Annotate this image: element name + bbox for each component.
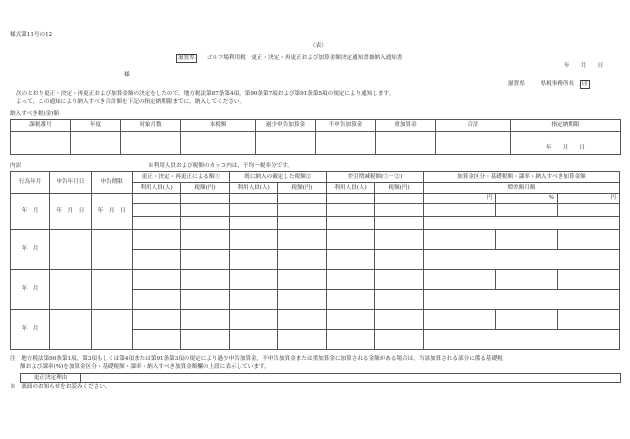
pay-cell — [436, 132, 511, 155]
h-group-3: 差引増減税額(①－②) — [326, 172, 423, 183]
unit-yen: 円 — [557, 194, 619, 204]
h-group-2: 既に納入の確定した税額② — [229, 172, 326, 183]
form-number: 様式第11号の12 — [10, 32, 53, 38]
h-group-1: 更正・決定・再更正による額① — [132, 172, 229, 183]
pay-cell — [256, 132, 316, 155]
h-filing-date: 申告年月日 — [50, 172, 91, 194]
issue-date: 年 月 日 — [564, 63, 604, 69]
pay-section-label: 納入すべき税(金)額 — [10, 111, 60, 117]
h-filing-deadline: 申告期限 — [91, 172, 132, 194]
doc-title: ゴルフ場利用税 更正・決定・再更正および加算金額決定通知書兼納入通知書 — [206, 55, 403, 61]
pay-header: 課税番号 — [11, 120, 71, 132]
issuer-office: 県税事務所長 — [540, 81, 575, 87]
h-tax: 税額(円) — [181, 183, 230, 194]
reason-table — [20, 373, 621, 383]
h-persons: 利用人員(人) — [229, 183, 278, 194]
detail-note: ※利用人員および税額のカッコ内は，不均一税率分です。 — [148, 163, 293, 169]
reason-value — [81, 374, 621, 383]
pay-cell — [121, 132, 181, 155]
prefecture-box: 滋賀県 — [178, 55, 195, 61]
intro-line-2: よって，この通知により納入すべき合計額を下記の指定納期限までに，納入してください。 — [16, 99, 246, 105]
issuer — [508, 80, 590, 89]
pay-cell — [376, 132, 436, 155]
h-persons: 利用人員(人) — [326, 183, 375, 194]
pay-cell — [71, 132, 121, 155]
issuer-pref: 滋賀県 — [508, 81, 525, 87]
h-diff-month: 増差額月額 — [423, 183, 619, 194]
pay-header: 不申告加算金 — [316, 120, 376, 132]
pay-header: 合計 — [436, 120, 511, 132]
h-group-4: 加算金区分・基礎税額・課率・納入すべき加算金額 — [423, 172, 619, 183]
footnote-line-2: 額および課率(%)を加算金区分・基礎税額・課率・納入すべき加算金額欄の上段に表示しています。 — [20, 364, 270, 370]
unit-pct: % — [496, 194, 558, 204]
filing-date-cell — [50, 270, 91, 310]
pay-header: 指定納期限 — [511, 120, 621, 132]
deadline-cell — [91, 230, 132, 270]
pay-cell — [316, 132, 376, 155]
deadline-cell — [91, 310, 132, 350]
pay-header: 対象月数 — [121, 120, 181, 132]
deadline-cell — [91, 270, 132, 310]
detail-table — [10, 171, 620, 350]
h-tax: 税額(円) — [278, 183, 327, 194]
filing-date-cell — [50, 230, 91, 270]
period-cell: 年 月 — [11, 230, 50, 270]
pay-table — [10, 119, 621, 155]
pay-header: 年度 — [71, 120, 121, 132]
filing-date-cell: 年 月 日 — [50, 194, 91, 230]
pay-header: 本税額 — [181, 120, 256, 132]
pay-cell — [11, 132, 71, 155]
side-label: （表） — [310, 43, 327, 49]
period-cell: 年 月 — [11, 194, 50, 230]
filing-date-cell — [50, 310, 91, 350]
detail-label: 内訳 — [10, 163, 22, 169]
period-cell: 年 月 — [11, 270, 50, 310]
deadline-cell: 年 月 日 — [91, 194, 132, 230]
deadline-value: 年 月 日 — [511, 132, 621, 155]
unit-yen: 円 — [423, 194, 495, 204]
pay-cell — [181, 132, 256, 155]
h-tax: 税額(円) — [375, 183, 424, 194]
pay-header: 重加算金 — [376, 120, 436, 132]
h-period: 行為年月 — [11, 172, 50, 194]
reason-label: 更正決定理由 — [21, 374, 81, 383]
h-persons: 利用人員(人) — [132, 183, 181, 194]
intro-line-1: 次のとおり更正・決定・再更正および加算金額の決定をしたので，地方税法第87条第4項，第90条第7項および第91条第5項の規定により通知します。 — [16, 91, 395, 97]
back-note: ※ 裏面のお知らせをお読みください。 — [10, 384, 111, 390]
title-line — [176, 54, 402, 63]
seal-box: 印 — [581, 81, 588, 87]
addressee-suffix: 様 — [124, 72, 130, 78]
period-cell: 年 月 — [11, 310, 50, 350]
pay-header: 過少申告加算金 — [256, 120, 316, 132]
footnote-line-1: 注 地方税法第90条第1項，第3項もしくは第4項または第91条第3項の規定により過少申告加算金，不申告加算金または重加算金に加算される金額がある場合は，当該加算される部分に係る基礎税 — [10, 356, 503, 362]
